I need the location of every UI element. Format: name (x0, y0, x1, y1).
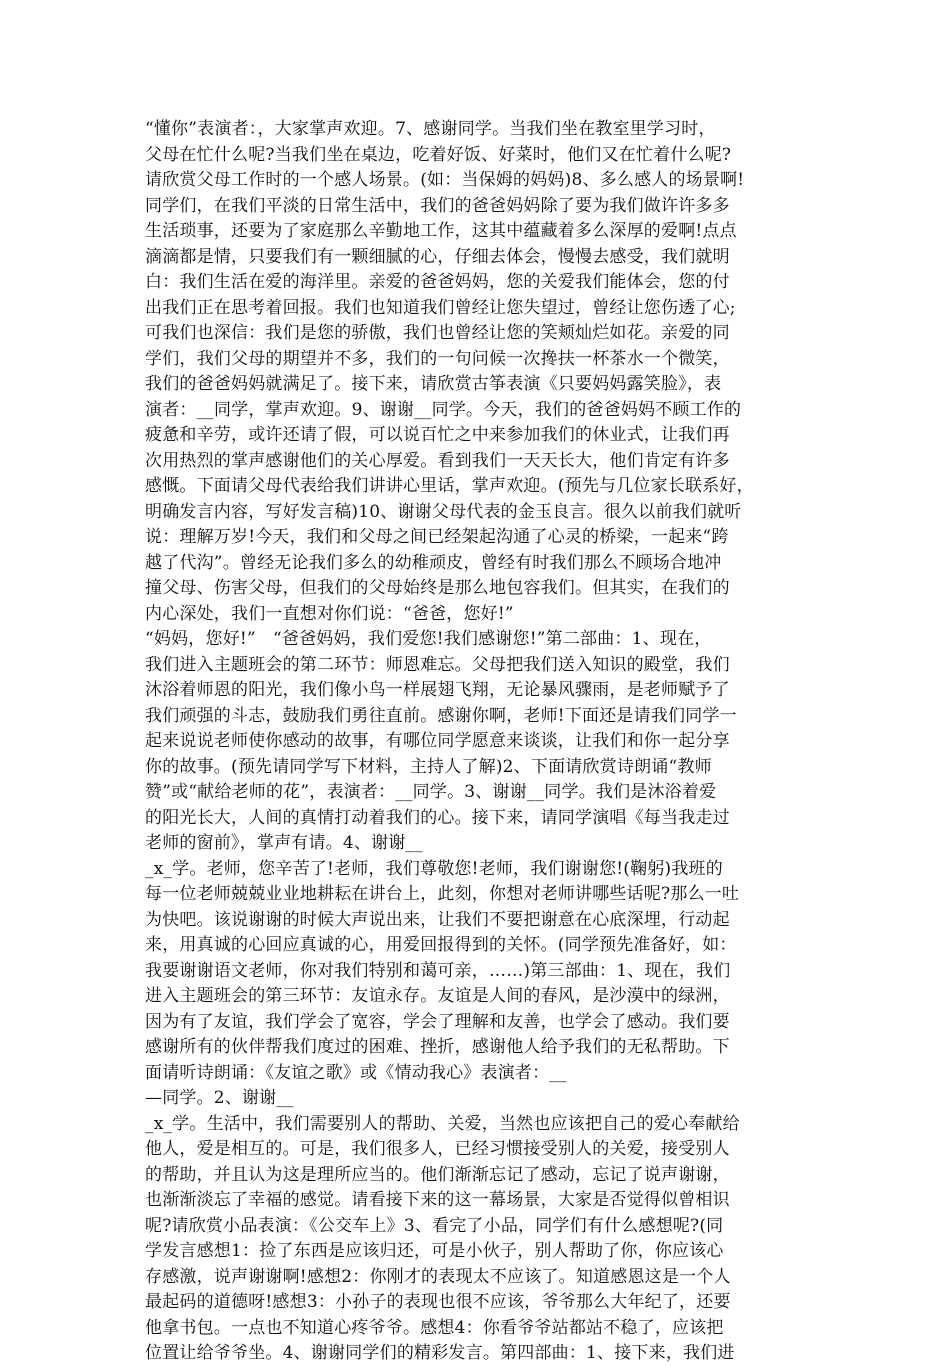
text-line: 他拿书包。一点也不知道心疼爷爷。感想4：你看爷爷站都站不稳了，应该把 (145, 1317, 724, 1338)
text-line: 可我们也深信：我们是您的骄傲，我们也曾经让您的笑颊灿烂如花。亲爱的同 (145, 323, 730, 343)
text-line: 感慨。下面请父母代表给我们讲讲心里话，掌声欢迎。(预先与几位家长联系好， (145, 476, 754, 496)
text-line: 的帮助，并且认为这是理所应当的。他们渐渐忘记了感动，忘记了说声谢谢， (145, 1164, 730, 1185)
text-line: 来，用真诚的心回应真诚的心，用爱回报得到的关怀。(同学预先准备好，如： (145, 935, 737, 955)
text-line: 面请听诗朗诵：《友谊之歌》或《情动我心》表演者：__ (145, 1062, 567, 1083)
text-line: 位置让给爷爷坐。4、谢谢同学们的精彩发言。第四部曲：1、接下来，我们进 (145, 1343, 735, 1363)
text-line: 感谢所有的伙伴帮我们度过的困难、挫折，感谢他人给予我们的无私帮助。下 (145, 1037, 730, 1057)
text-line: 赞”或“献给老师的花”，表演者：__同学。3、谢谢__同学。我们是沐浴着爱 (145, 782, 717, 802)
text-line: 老师的窗前》，掌声有请。4、谢谢__ (145, 833, 423, 853)
text-line: 我们进入主题班会的第二环节：师恩难忘。父母把我们送入知识的殿堂，我们 (145, 654, 730, 675)
text-line: “懂你”表演者：，大家掌声欢迎。7、感谢同学。当我们坐在教室里学习时， (145, 119, 716, 139)
text-line: 白：我们生活在爱的海洋里。亲爱的爸爸妈妈，您的关爱我们能体会，您的付 (145, 272, 730, 292)
text-line: 出我们正在思考着回报。我们也知道我们曾经让您失望过，曾经让您伤透了心; (145, 297, 736, 318)
text-line: _x_学。生活中，我们需要别人的帮助、关爱，当然也应该把自己的爱心奉献给 (145, 1113, 740, 1134)
text-line: 生活琐事，还要为了家庭那么辛勤地工作，这其中蕴藏着多么深厚的爱啊!点点 (145, 221, 737, 241)
text-line: —同学。2、谢谢__ (145, 1088, 294, 1108)
text-line: _x_学。老师，您辛苦了!老师，我们尊敬您!老师，我们谢谢您!(鞠躬)我班的 (145, 858, 723, 879)
text-line: 内心深处，我们一直想对你们说：“爸爸，您好!” (145, 603, 514, 624)
text-line: 他人，爱是相互的。可是，我们很多人，已经习惯接受别人的关爱，接受别人 (145, 1139, 730, 1159)
text-line: 为快吧。该说谢谢的时候大声说出来，让我们不要把谢意在心底深埋，行动起 (145, 909, 730, 930)
text-line: 进入主题班会的第三环节：友谊永存。友谊是人间的春风，是沙漠中的绿洲， (145, 986, 730, 1006)
text-line: 起来说说老师使你感动的故事，有哪位同学愿意来谈谈，让我们和你一起分享 (145, 731, 730, 751)
text-line: 滴滴都是情，只要我们有一颗细腻的心，仔细去体会，慢慢去感受，我们就明 (145, 246, 730, 267)
text-line: 我要谢谢语文老师，你对我们特别和蔼可亲，……)第三部曲：1、现在，我们 (145, 960, 731, 981)
text-line: 因为有了友谊，我们学会了宽容，学会了理解和友善，也学会了感动。我们要 (145, 1011, 730, 1032)
text-line: 明确发言内容，写好发言稿)10、谢谢父母代表的金玉良言。很久以前我们就听 (145, 501, 742, 522)
text-line: “妈妈，您好!” “爸爸妈妈，我们爱您!我们感谢您!”第二部曲：1、现在， (145, 629, 712, 649)
text-line: 说：理解万岁!今天，我们和父母之间已经架起沟通了心灵的桥梁，一起来“跨 (145, 527, 729, 547)
text-line: 演者：__同学，掌声欢迎。9、谢谢__同学。今天，我们的爸爸妈妈不顾工作的 (145, 399, 742, 420)
text-line: 呢?请欣赏小品表演：《公交车上》3、看完了小品，同学们有什么感想呢?(同 (145, 1215, 724, 1236)
text-line: 父母在忙什么呢?当我们坐在桌边，吃着好饭、好菜时，他们又在忙着什么呢? (145, 144, 732, 165)
text-line: 请欣赏父母工作时的一个感人场景。(如：当保姆的妈妈)8、多么感人的场景啊! (145, 170, 745, 190)
text-line: 的阳光长大，人间的真情打动着我们的心。接下来，请同学演唱《每当我走过 (145, 807, 730, 828)
text-line: 疲惫和辛劳，或许还请了假，可以说百忙之中来参加我们的休业式，让我们再 (145, 425, 730, 445)
text-line: 我们的爸爸妈妈就满足了。接下来，请欣赏古筝表演《只要妈妈露笑脸》，表 (145, 374, 722, 394)
text-line: 你的故事。(预先请同学写下材料，主持人了解)2、下面请欣赏诗朗诵“教师 (145, 756, 712, 777)
text-line: 撞父母、伤害父母，但我们的父母始终是那么地包容我们。但其实，在我们的 (145, 578, 730, 598)
text-line: 最起码的道德呀!感想3：小孙子的表现也很不应该，爷爷那么大年纪了，还要 (145, 1292, 731, 1312)
text-line: 每一位老师兢兢业业地耕耘在讲台上，此刻，你想对老师讲哪些话呢?那么一吐 (145, 884, 740, 904)
text-line: 学们，我们父母的期望并不多，我们的一句问候一次搀扶一杯茶水一个微笑， (145, 348, 730, 369)
text-line: 次用热烈的掌声感谢他们的关心厚爱。看到我们一天天长大，他们肯定有许多 (145, 450, 730, 471)
text-line: 学发言感想1：捡了东西是应该归还，可是小伙子，别人帮助了你，你应该心 (145, 1241, 724, 1261)
text-line: 沐浴着师恩的阳光，我们像小鸟一样展翅飞翔，无论暴风骤雨，是老师赋予了 (145, 680, 730, 700)
text-line: 越了代沟”。曾经无论我们多么的幼稚顽皮，曾经有时我们那么不顾场合地冲 (145, 552, 722, 573)
text-line: 同学们，在我们平淡的日常生活中，我们的爸爸妈妈除了要为我们做许许多多 (145, 195, 730, 216)
document-body (145, 117, 810, 1367)
text-line: 我们顽强的斗志，鼓励我们勇往直前。感谢你啊，老师!下面还是请我们同学一 (145, 705, 737, 726)
text-line: 存感激，说声谢谢啊!感想2：你刚才的表现太不应该了。知道感恩这是一个人 (145, 1266, 731, 1287)
text-line: 也渐渐淡忘了幸福的感觉。请看接下来的这一幕场景，大家是否觉得似曾相识 (145, 1190, 730, 1210)
